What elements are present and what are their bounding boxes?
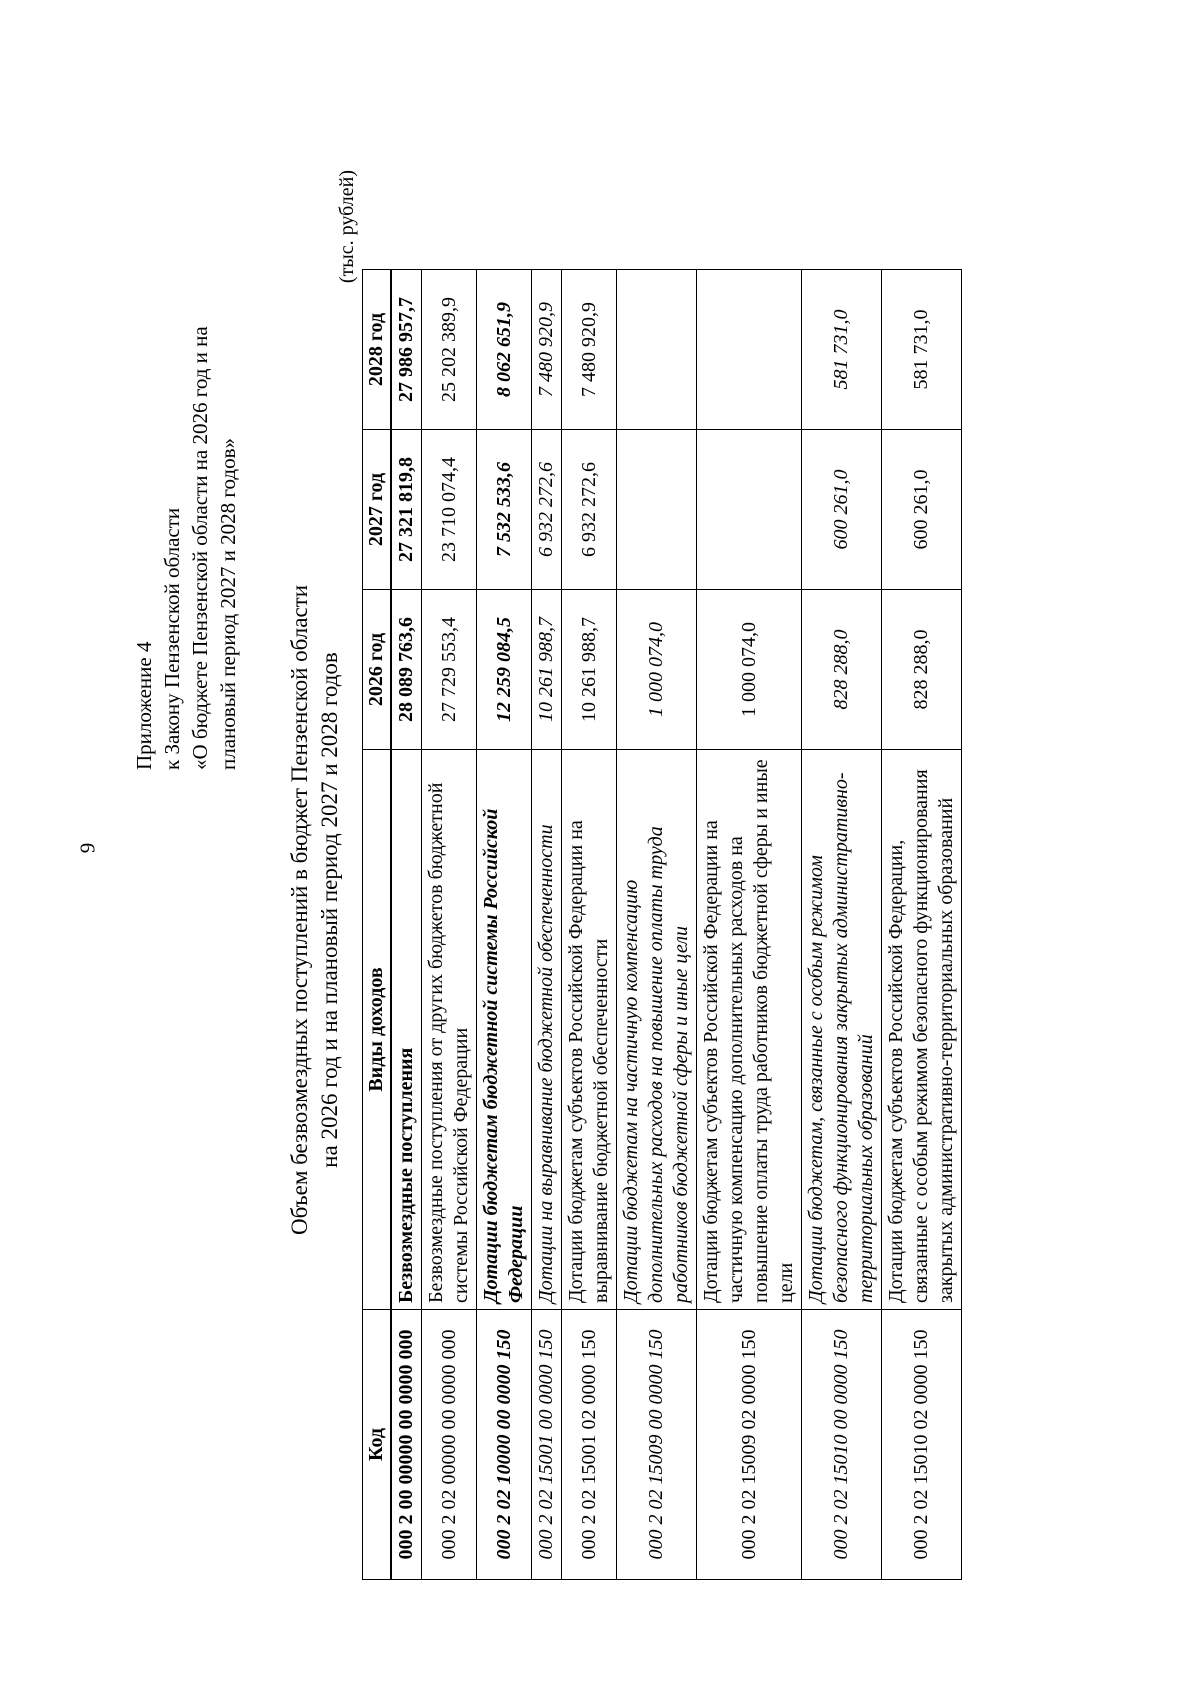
table-row <box>802 270 882 1580</box>
header-revenue-type: Виды доходов <box>363 750 392 1310</box>
code-cell: 000 2 02 15001 00 0000 150 <box>532 1310 562 1580</box>
value-2026-cell: 28 089 763,6 <box>391 590 422 750</box>
revenue-table <box>362 269 962 1580</box>
revenue-name-cell: Дотации бюджетам субъектов Российской Федерации на частичную компенсацию дополнительных расходов на повышение оплаты труда работников бюджетной сферы и иные цели <box>697 750 802 1310</box>
annex-header <box>130 130 242 770</box>
value-2026-cell: 10 261 988,7 <box>562 590 617 750</box>
units-label: (тыс. рублей) <box>336 170 358 284</box>
table-header-row <box>363 270 392 1580</box>
table-row <box>882 270 962 1580</box>
code-cell: 000 2 02 15009 00 0000 150 <box>617 1310 697 1580</box>
table-row <box>562 270 617 1580</box>
table-row <box>697 270 802 1580</box>
code-cell: 000 2 02 15009 02 0000 150 <box>697 1310 802 1580</box>
revenue-name-cell: Дотации бюджетам субъектов Российской Федерации на выравнивание бюджетной обеспеченности <box>562 750 617 1310</box>
header-2028: 2028 год <box>363 270 392 430</box>
revenue-name-cell: Безвозмездные поступления <box>391 750 422 1310</box>
rotated-page <box>130 130 1130 1580</box>
code-cell: 000 2 02 15010 00 0000 150 <box>802 1310 882 1580</box>
annex-line-3: «О бюджете Пензенской области на 2026 год и на <box>188 326 212 770</box>
table-row <box>532 270 562 1580</box>
value-2027-cell: 27 321 819,8 <box>391 430 422 590</box>
code-cell: 000 2 02 00000 00 0000 000 <box>422 1310 477 1580</box>
code-cell: 000 2 02 15010 02 0000 150 <box>882 1310 962 1580</box>
value-2027-cell: 600 261,0 <box>882 430 962 590</box>
revenue-name-cell: Дотации бюджетам на частичную компенсацию дополнительных расходов на повышение оплаты труда работников бюджетной сферы и иные цели <box>617 750 697 1310</box>
value-2026-cell: 828 288,0 <box>802 590 882 750</box>
header-code: Код <box>363 1310 392 1580</box>
code-cell: 000 2 02 15001 02 0000 150 <box>562 1310 617 1580</box>
annex-line-2: к Закону Пензенской области <box>160 507 184 770</box>
value-2026-cell: 1 000 074,0 <box>697 590 802 750</box>
value-2027-cell: 6 932 272,6 <box>532 430 562 590</box>
header-2027: 2027 год <box>363 430 392 590</box>
value-2028-cell: 8 062 651,9 <box>477 270 532 430</box>
table-row <box>617 270 697 1580</box>
header-2026: 2026 год <box>363 590 392 750</box>
code-cell: 000 2 00 00000 00 0000 000 <box>391 1310 422 1580</box>
value-2027-cell: 7 532 533,6 <box>477 430 532 590</box>
annex-line-4: плановый период 2027 и 2028 годов» <box>216 438 240 770</box>
table-row <box>422 270 477 1580</box>
value-2027-cell: 600 261,0 <box>802 430 882 590</box>
value-2027-cell: 23 710 074,4 <box>422 430 477 590</box>
value-2027-cell: 6 932 272,6 <box>562 430 617 590</box>
value-2028-cell: 7 480 920,9 <box>562 270 617 430</box>
page-number: 9 <box>75 842 100 854</box>
value-2026-cell: 10 261 988,7 <box>532 590 562 750</box>
title-line-1: Объем безвозмездных поступлений в бюджет Пензенской области <box>287 584 312 1236</box>
value-2028-cell: 7 480 920,9 <box>532 270 562 430</box>
value-2026-cell: 1 000 074,0 <box>617 590 697 750</box>
value-2027-cell <box>617 430 697 590</box>
revenue-name-cell: Дотации бюджетам субъектов Российской Федерации, связанные с особым режимом безопасного функционирования закрытых административно-территориальных образований <box>882 750 962 1310</box>
document-title <box>285 360 345 1460</box>
revenue-name-cell: Дотации бюджетам бюджетной системы Российской Федерации <box>477 750 532 1310</box>
value-2026-cell: 828 288,0 <box>882 590 962 750</box>
value-2028-cell <box>697 270 802 430</box>
value-2028-cell: 581 731,0 <box>882 270 962 430</box>
value-2028-cell: 581 731,0 <box>802 270 882 430</box>
value-2026-cell: 12 259 084,5 <box>477 590 532 750</box>
value-2028-cell: 25 202 389,9 <box>422 270 477 430</box>
code-cell: 000 2 02 10000 00 0000 150 <box>477 1310 532 1580</box>
value-2026-cell: 27 729 553,4 <box>422 590 477 750</box>
value-2027-cell <box>697 430 802 590</box>
value-2028-cell <box>617 270 697 430</box>
table-row <box>477 270 532 1580</box>
annex-line-1: Приложение 4 <box>132 641 156 770</box>
revenue-name-cell: Безвозмездные поступления от других бюджетов бюджетной системы Российской Федерации <box>422 750 477 1310</box>
revenue-name-cell: Дотации на выравнивание бюджетной обеспеченности <box>532 750 562 1310</box>
table-row <box>391 270 422 1580</box>
value-2028-cell: 27 986 957,7 <box>391 270 422 430</box>
title-line-2: на 2026 год и на плановый период 2027 и 2028 годов <box>317 652 342 1168</box>
revenue-name-cell: Дотации бюджетам, связанные с особым режимом безопасного функционирования закрытых административно-территориальных образований <box>802 750 882 1310</box>
